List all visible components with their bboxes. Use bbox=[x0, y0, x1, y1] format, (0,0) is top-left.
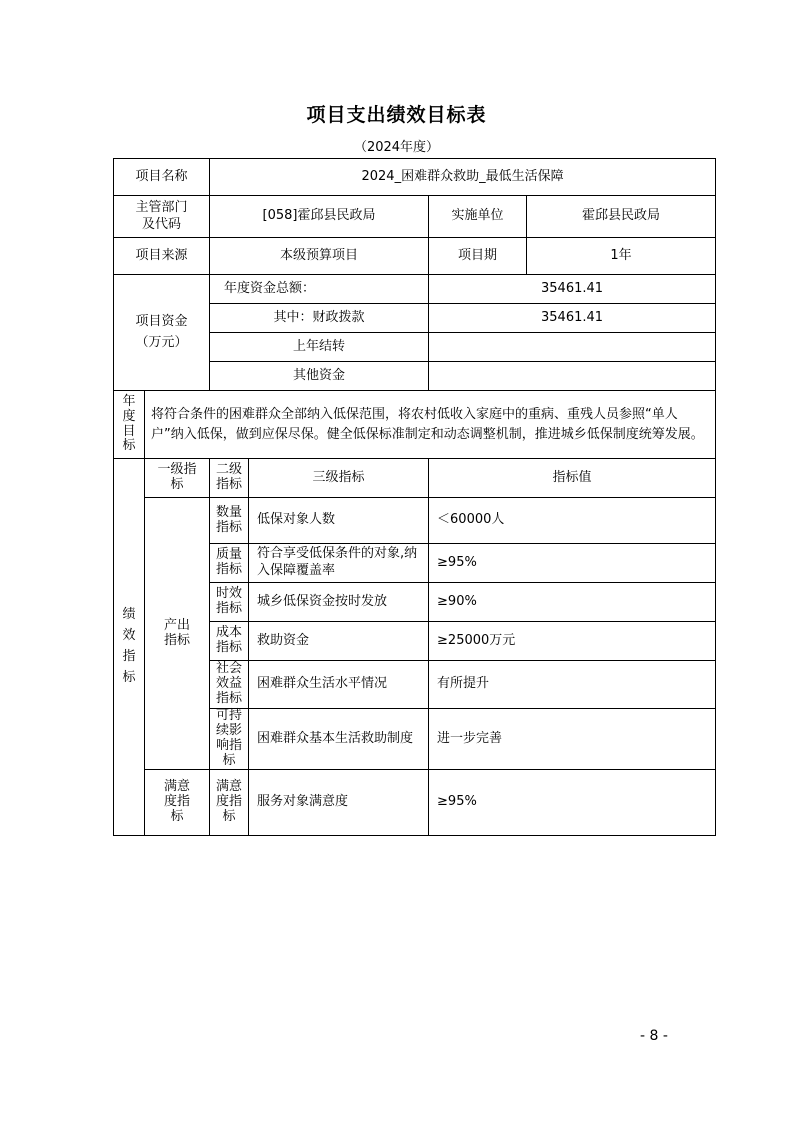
header-level3: 三级指标 bbox=[249, 459, 429, 498]
level2-cell: 可持续影响指标 bbox=[210, 709, 249, 770]
funds-other-label: 其他资金 bbox=[210, 362, 429, 391]
level2-cell: 成本指标 bbox=[210, 622, 249, 661]
indicators-label-text: 绩效指标 bbox=[122, 607, 136, 685]
period-value: 1年 bbox=[527, 238, 716, 275]
indicators-label bbox=[114, 459, 145, 836]
annual-goal-label-text: 年度目标 bbox=[122, 393, 136, 454]
annual-goal-label bbox=[114, 391, 145, 459]
project-name-label: 项目名称 bbox=[114, 159, 210, 196]
value-cell: 有所提升 bbox=[429, 661, 716, 709]
level3-cell: 救助资金 bbox=[249, 622, 429, 661]
page-subtitle: （2024年度） bbox=[353, 140, 440, 155]
level3-cell: 低保对象人数 bbox=[249, 498, 429, 544]
funds-row bbox=[114, 275, 716, 304]
page-number: - 8 - bbox=[640, 1028, 668, 1044]
indicator-header-row bbox=[114, 459, 716, 498]
value-cell: ≥95% bbox=[429, 770, 716, 836]
funds-carryover-value bbox=[429, 333, 716, 362]
level3-cell: 困难群众基本生活救助制度 bbox=[249, 709, 429, 770]
impl-label: 实施单位 bbox=[429, 196, 527, 238]
level3-cell: 符合享受低保条件的对象,纳入保障覆盖率 bbox=[249, 544, 429, 583]
project-name-row bbox=[114, 159, 716, 196]
level2-cell: 时效指标 bbox=[210, 583, 249, 622]
source-value: 本级预算项目 bbox=[210, 238, 429, 275]
dept-value: [058]霍邱县民政局 bbox=[210, 196, 429, 238]
level2-cell: 质量指标 bbox=[210, 544, 249, 583]
value-cell: ≥95% bbox=[429, 544, 716, 583]
output-indicators-label: 产出指标 bbox=[145, 498, 210, 770]
dept-label: 主管部门及代码 bbox=[114, 196, 210, 238]
value-cell: ≥25000万元 bbox=[429, 622, 716, 661]
level3-cell: 服务对象满意度 bbox=[249, 770, 429, 836]
satisfaction-indicators-label: 满意度指标 bbox=[145, 770, 210, 836]
level3-cell: 困难群众生活水平情况 bbox=[249, 661, 429, 709]
funds-total-value: 35461.41 bbox=[429, 275, 716, 304]
value-cell: ≥90% bbox=[429, 583, 716, 622]
header-level1: 一级指标 bbox=[145, 459, 210, 498]
dept-row bbox=[114, 196, 716, 238]
indicator-row bbox=[114, 498, 716, 544]
header-value: 指标值 bbox=[429, 459, 716, 498]
funds-total-label: 年度资金总额： bbox=[210, 275, 429, 304]
value-cell: ＜60000人 bbox=[429, 498, 716, 544]
value-cell: 进一步完善 bbox=[429, 709, 716, 770]
annual-goal-row bbox=[114, 391, 716, 459]
funds-other-value bbox=[429, 362, 716, 391]
header-level2: 二级指标 bbox=[210, 459, 249, 498]
level2-cell: 社会效益指标 bbox=[210, 661, 249, 709]
impl-value: 霍邱县民政局 bbox=[527, 196, 716, 238]
level2-cell: 数量指标 bbox=[210, 498, 249, 544]
funds-fiscal-label: 其中：财政拨款 bbox=[210, 304, 429, 333]
level3-cell: 城乡低保资金按时发放 bbox=[249, 583, 429, 622]
source-label: 项目来源 bbox=[114, 238, 210, 275]
period-label: 项目期 bbox=[429, 238, 527, 275]
funds-fiscal-value: 35461.41 bbox=[429, 304, 716, 333]
page-title: 项目支出绩效目标表 bbox=[306, 104, 487, 126]
source-row bbox=[114, 238, 716, 275]
annual-goal-text: 将符合条件的困难群众全部纳入低保范围，将农村低收入家庭中的重病、重残人员参照“单人户”纳入低保，做到应保尽保。健全低保标准制定和动态调整机制，推进城乡低保制度统筹发展。 bbox=[145, 391, 716, 459]
level2-cell: 满意度指标 bbox=[210, 770, 249, 836]
performance-target-table bbox=[113, 158, 716, 836]
funds-carryover-label: 上年结转 bbox=[210, 333, 429, 362]
project-name-value: 2024_困难群众救助_最低生活保障 bbox=[210, 159, 716, 196]
indicator-row bbox=[114, 770, 716, 836]
funds-label: 项目资金（万元） bbox=[114, 275, 210, 391]
